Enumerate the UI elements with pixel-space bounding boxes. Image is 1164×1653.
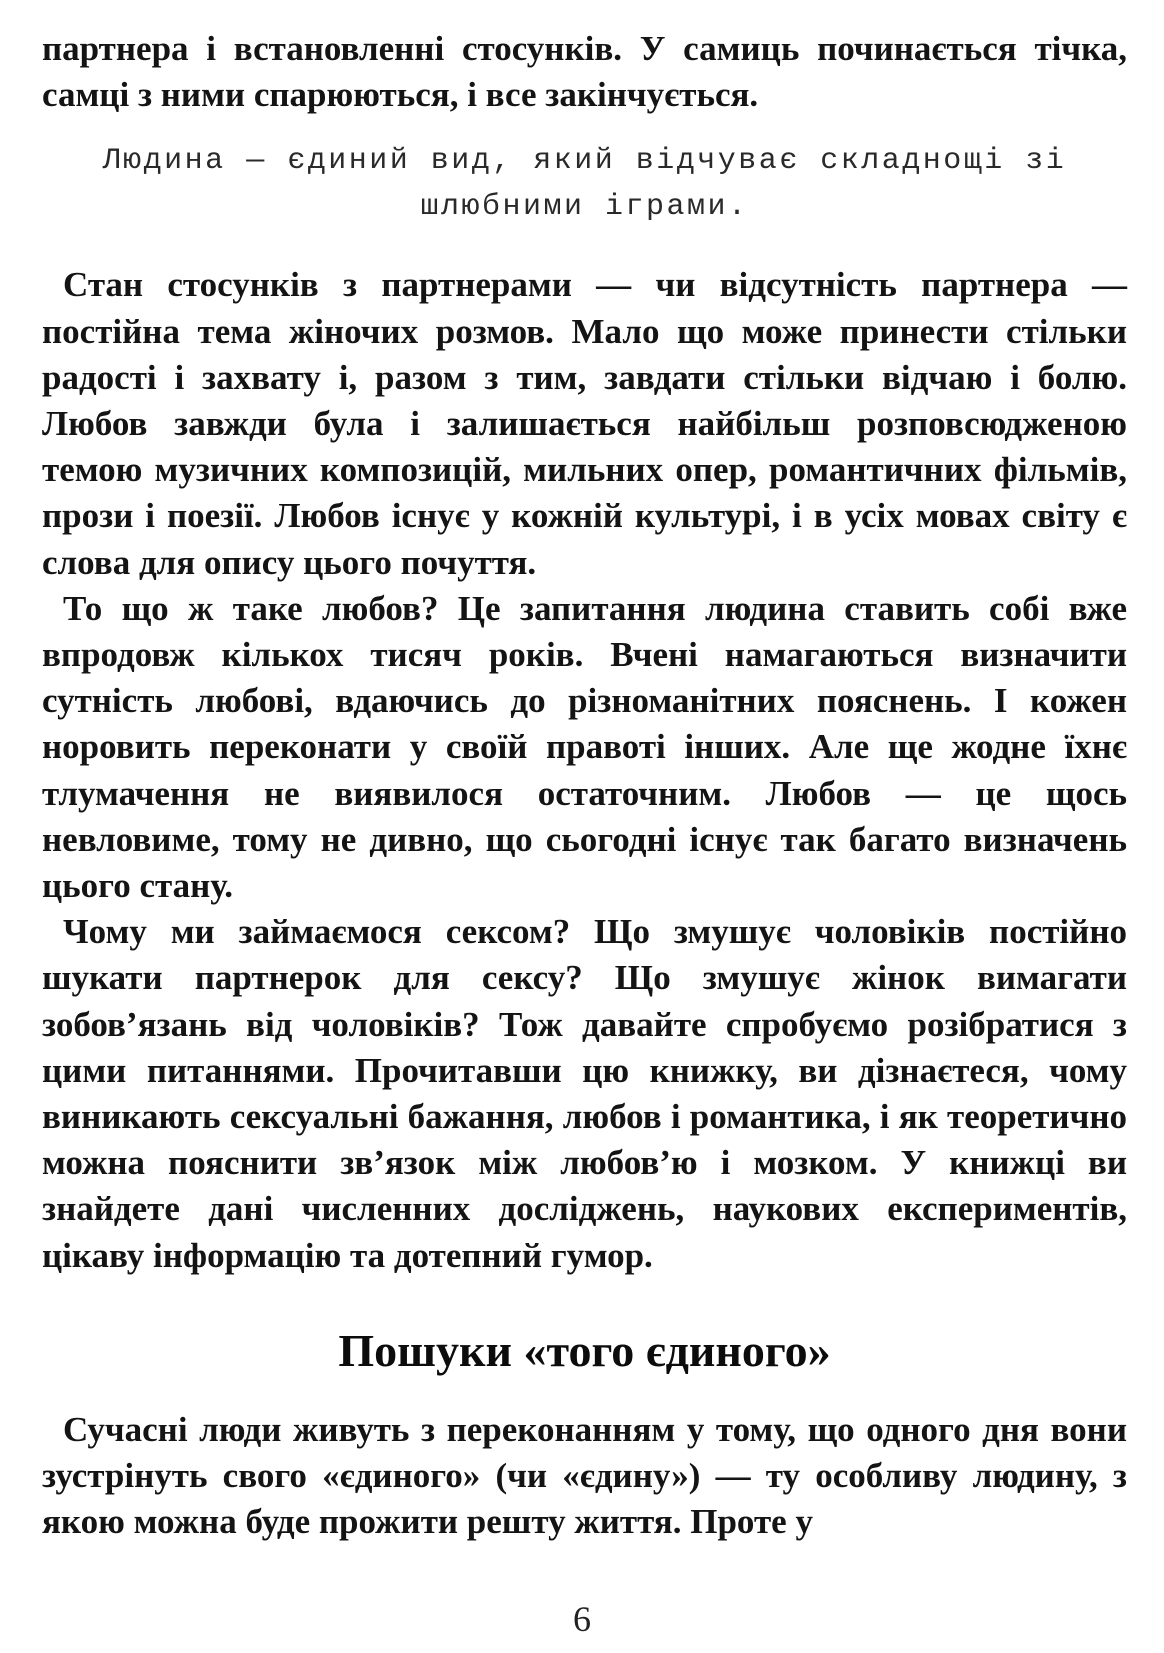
section-heading: Пошуки «того єдиного» xyxy=(338,1324,831,1376)
pull-quote: Людина — єдиний вид, який відчуває складнощі зі шлюбними іграми. xyxy=(102,144,1067,225)
paragraph-continuation: партнера і встановленні стосунків. У самиць починається тічка, самці з ними спарюються, і все закінчується. xyxy=(42,29,1127,115)
paragraph-relationships: Стан стосунків з партнерами — чи відсутність партнера — постійна тема жіночих розмов. Мало що може принести стільки радості і захвату і, разом з тим, завдати стільки відчаю і болю. Любов завжди була і залишається найбільш розповсюдженою темою музичних композицій, мильних опер, романтичних фільмів, прози і поезії. Любов існує у кожній культурі, і в усіх мовах світу є слова для опису цього почуття. xyxy=(42,265,1127,582)
paragraph-the-one: Сучасні люди живуть з переконанням у тому, що одного дня вони зустрінуть свого «єдиного» (чи «єдину») — ту особливу людину, з якою можна буде прожити решту життя. Проте у xyxy=(42,1409,1127,1542)
page-content xyxy=(42,26,1127,1545)
page-number: 6 xyxy=(573,1599,591,1639)
paragraph-why-sex: Чому ми займаємося сексом? Що змушує чоловіків постійно шукати партнерок для сексу? Що змушує жінок вимагати зобов’язань від чоловіків? Тож давайте спробуємо розібратися з цими питаннями. Прочитавши цю книжку, ви дізнаєтеся, чому виникають сексуальні бажання, любов і романтика, і як теоретично можна пояснити зв’язок між любов’ю і мозком. У книжці ви знайдете дані численних досліджень, наукових експериментів, цікаву інформацію та дотепний гумор. xyxy=(42,912,1127,1275)
paragraph-what-is-love: То що ж таке любов? Це запитання людина ставить собі вже впродовж кількох тисяч років. Вчені намагаються визначити сутність любові, вдаючись до різноманітних пояснень. І кожен норовить переконати у своїй правоті інших. Але ще жодне їхнє тлумачення не виявилося остаточним. Любов — це щось невловиме, тому не дивно, що сьогодні існує так багато визначень цього стану. xyxy=(42,588,1127,906)
